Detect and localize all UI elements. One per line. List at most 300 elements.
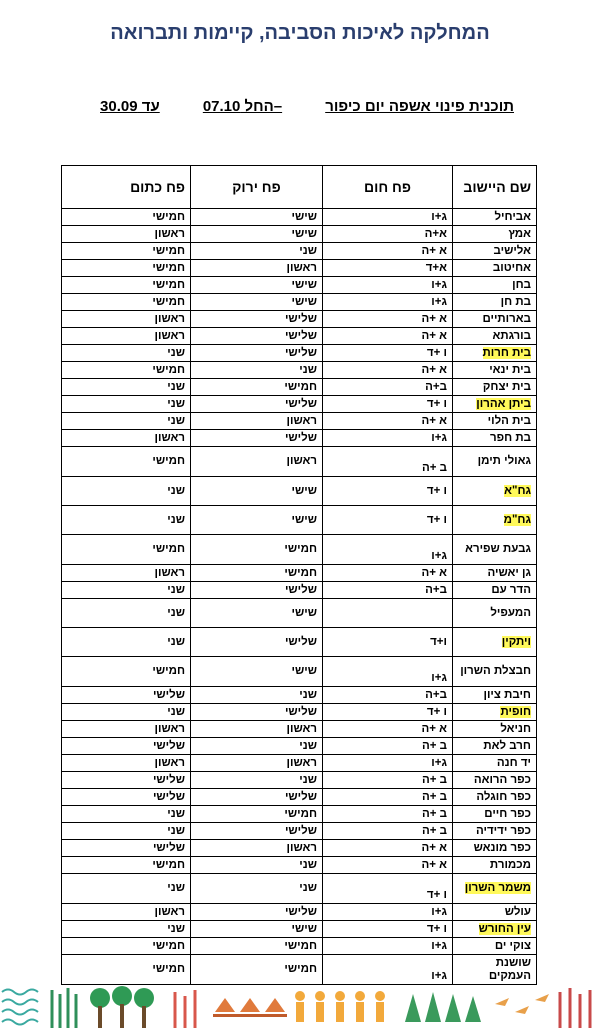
settlement-name-cell-text: עולש xyxy=(504,905,531,918)
settlement-name-cell xyxy=(453,396,537,413)
settlement-name-cell xyxy=(453,506,537,535)
green-bin-cell xyxy=(191,704,323,721)
orange-bin-cell xyxy=(62,628,191,657)
orange-bin-cell-text: ראשון xyxy=(154,905,185,918)
table-row xyxy=(62,938,537,955)
orange-bin-cell xyxy=(62,704,191,721)
green-bin-cell-text: שישי xyxy=(291,210,317,223)
brown-bin-cell-text: ג+ו xyxy=(431,431,447,444)
brown-bin-cell xyxy=(323,535,453,565)
orange-bin-cell xyxy=(62,755,191,772)
green-bin-cell xyxy=(191,657,323,687)
settlement-name-cell xyxy=(453,687,537,704)
green-bin-cell xyxy=(191,687,323,704)
orange-bin-cell xyxy=(62,260,191,277)
brown-bin-cell-text: ב +ה xyxy=(421,824,447,837)
orange-bin-cell xyxy=(62,789,191,806)
orange-bin-cell-text: חמישי xyxy=(152,858,185,871)
table-row xyxy=(62,857,537,874)
table-row xyxy=(62,565,537,582)
green-bin-cell xyxy=(191,955,323,985)
orange-bin-cell xyxy=(62,840,191,857)
green-bin-cell xyxy=(191,840,323,857)
brown-bin-cell xyxy=(323,413,453,430)
settlement-name-cell-text: אביחיל xyxy=(494,210,531,223)
green-bin-cell xyxy=(191,721,323,738)
settlement-name-cell-text: חיבת ציון xyxy=(483,688,531,701)
green-bin-cell-text: שישי xyxy=(291,278,317,291)
table-header-row xyxy=(62,166,537,209)
settlement-name-cell xyxy=(453,582,537,599)
brown-bin-cell xyxy=(323,657,453,687)
orange-bin-cell-text: ראשון xyxy=(154,312,185,325)
orange-bin-cell xyxy=(62,328,191,345)
settlement-name-cell-text: בורגתא xyxy=(492,329,531,342)
settlement-name-cell-text: בית הלוי xyxy=(487,414,531,427)
brown-bin-cell-text: ו +ד xyxy=(426,889,447,901)
green-bin-cell-text: שישי xyxy=(291,484,317,497)
table-row xyxy=(62,687,537,704)
settlement-name-cell-text: משמר השרון xyxy=(464,882,531,894)
brown-bin-cell-text: ב +ה xyxy=(421,773,447,786)
brown-bin-cell xyxy=(323,209,453,226)
table-row xyxy=(62,311,537,328)
settlement-name-cell xyxy=(453,840,537,857)
green-bin-cell xyxy=(191,506,323,535)
table-row xyxy=(62,294,537,311)
settlement-name-cell-text: הדר עם xyxy=(491,583,531,596)
settlement-name-cell xyxy=(453,789,537,806)
green-bin-cell xyxy=(191,413,323,430)
orange-bin-cell xyxy=(62,687,191,704)
brown-bin-cell xyxy=(323,565,453,582)
orange-bin-cell-text: חמישי xyxy=(152,244,185,257)
header-settlement-name: שם היישוב xyxy=(453,166,537,209)
brown-bin-cell xyxy=(323,362,453,379)
orange-bin-cell xyxy=(62,362,191,379)
brown-bin-cell xyxy=(323,447,453,477)
orange-bin-cell-text: שני xyxy=(167,705,185,718)
table-row xyxy=(62,396,537,413)
brown-bin-cell xyxy=(323,840,453,857)
brown-bin-cell-text: ג+ו xyxy=(431,756,447,769)
department-title: המחלקה לאיכות הסביבה, קיימות ותברואה xyxy=(110,22,490,44)
orange-bin-cell xyxy=(62,599,191,628)
orange-bin-cell xyxy=(62,506,191,535)
orange-bin-cell-text: שני xyxy=(167,882,185,894)
brown-bin-cell xyxy=(323,311,453,328)
brown-bin-cell-text: א +ה xyxy=(421,414,447,427)
table-row xyxy=(62,362,537,379)
orange-bin-cell-text: שני xyxy=(167,807,185,820)
trees-icon xyxy=(90,986,154,1028)
orange-bin-cell xyxy=(62,477,191,506)
brown-bin-cell xyxy=(323,904,453,921)
settlement-name-cell xyxy=(453,477,537,506)
green-bin-cell xyxy=(191,857,323,874)
orange-bin-cell-text: חמישי xyxy=(152,363,185,376)
green-bin-cell xyxy=(191,345,323,362)
brown-bin-cell xyxy=(323,628,453,657)
green-bin-cell-text: שלישי xyxy=(284,635,317,648)
table-row xyxy=(62,379,537,396)
settlement-name-cell xyxy=(453,704,537,721)
green-bin-cell xyxy=(191,328,323,345)
green-bin-cell-text: שני xyxy=(299,739,317,752)
settlement-name-cell xyxy=(453,209,537,226)
settlement-name-cell-text: חופית xyxy=(500,705,531,718)
green-bin-cell-text: שני xyxy=(299,858,317,871)
settlement-name-cell-text: חרב לאת xyxy=(483,739,531,752)
orange-bin-cell-text: ראשון xyxy=(154,227,185,240)
plan-title-main: תוכנית פינוי אשפה יום כיפור xyxy=(325,98,514,115)
settlement-name-cell-text: חבצלת השרון xyxy=(460,665,531,677)
orange-bin-cell-text: חמישי xyxy=(152,963,185,975)
orange-bin-cell xyxy=(62,657,191,687)
orange-bin-cell-text: ראשון xyxy=(154,756,185,769)
settlement-name-cell-text: כפר ידידיה xyxy=(475,824,531,837)
orange-bin-cell xyxy=(62,955,191,985)
orange-bin-cell-text: שני xyxy=(167,380,185,393)
orange-bin-cell xyxy=(62,938,191,955)
orange-bin-cell-text: שלישי xyxy=(152,790,185,803)
settlement-name-cell-text: כפר הרואה xyxy=(473,773,531,786)
orange-bin-cell-text: שני xyxy=(167,414,185,427)
orange-bin-cell-text: חמישי xyxy=(152,665,185,677)
table-row xyxy=(62,599,537,628)
settlement-name-cell-text: בית ינאי xyxy=(489,363,531,376)
orange-bin-cell-text: ראשון xyxy=(154,566,185,579)
green-bin-cell xyxy=(191,921,323,938)
orange-bin-cell xyxy=(62,565,191,582)
settlement-name-cell-text: עין החורש xyxy=(478,922,531,935)
green-bin-cell-text: חמישי xyxy=(284,939,317,952)
decorative-footer-illustration xyxy=(0,982,600,1031)
table-row xyxy=(62,430,537,447)
table-row xyxy=(62,704,537,721)
brown-bin-cell-text: ב+ה xyxy=(425,380,447,393)
orange-bin-cell-text: שלישי xyxy=(152,688,185,701)
brown-bin-cell-text: א +ה xyxy=(421,244,447,257)
green-bin-cell-text: שישי xyxy=(291,513,317,526)
orange-bin-cell xyxy=(62,904,191,921)
brown-bin-cell xyxy=(323,328,453,345)
reeds-icon xyxy=(52,988,76,1028)
table-row xyxy=(62,226,537,243)
grass-icon xyxy=(560,988,590,1028)
green-bin-cell-text: שני xyxy=(299,363,317,376)
settlement-name-cell xyxy=(453,857,537,874)
green-bin-cell xyxy=(191,565,323,582)
green-bin-cell xyxy=(191,599,323,628)
green-bin-cell-text: שלישי xyxy=(284,312,317,325)
brown-bin-cell-text: ג+ו xyxy=(431,550,447,562)
green-bin-cell xyxy=(191,379,323,396)
orange-bin-cell xyxy=(62,823,191,840)
header-orange-bin: פח כתום xyxy=(62,166,191,209)
settlement-name-cell xyxy=(453,755,537,772)
brown-bin-cell-text: א +ה xyxy=(421,722,447,735)
orange-bin-cell-text: שלישי xyxy=(152,841,185,854)
green-bin-cell-text: שני xyxy=(299,244,317,257)
brown-bin-cell xyxy=(323,379,453,396)
orange-bin-cell xyxy=(62,874,191,904)
brown-bin-cell xyxy=(323,955,453,985)
plan-title xyxy=(100,98,514,115)
brown-bin-cell xyxy=(323,789,453,806)
orange-bin-cell-text: ראשון xyxy=(154,722,185,735)
forest-icon xyxy=(405,992,481,1022)
settlement-name-cell xyxy=(453,938,537,955)
orange-bin-cell-text: שני xyxy=(167,484,185,497)
green-bin-cell-text: שני xyxy=(299,688,317,701)
green-bin-cell-text: שלישי xyxy=(284,431,317,444)
table-row xyxy=(62,755,537,772)
orange-bin-cell xyxy=(62,721,191,738)
brown-bin-cell-text: א +ה xyxy=(421,312,447,325)
table-row xyxy=(62,582,537,599)
brown-bin-cell xyxy=(323,582,453,599)
orange-bin-cell-text: שני xyxy=(167,346,185,359)
settlement-name-cell xyxy=(453,721,537,738)
brown-bin-cell xyxy=(323,738,453,755)
table-row xyxy=(62,628,537,657)
orange-bin-cell xyxy=(62,430,191,447)
settlement-name-cell-text: מכמורת xyxy=(489,858,531,871)
settlement-name-cell-text: יד חנה xyxy=(496,756,531,769)
orange-bin-cell xyxy=(62,535,191,565)
settlement-name-cell-text: בת חן xyxy=(500,295,531,308)
brown-bin-cell-text: ב +ה xyxy=(421,739,447,752)
settlement-name-cell-text: גח"מ xyxy=(503,513,531,526)
green-bin-cell xyxy=(191,430,323,447)
table-row xyxy=(62,921,537,938)
brown-bin-cell xyxy=(323,721,453,738)
green-bin-cell xyxy=(191,294,323,311)
orange-bin-cell xyxy=(62,396,191,413)
settlement-name-cell-text: אלישיב xyxy=(493,244,531,257)
plan-title-end: עד 30.09 xyxy=(100,98,160,115)
settlement-name-cell xyxy=(453,806,537,823)
settlement-name-cell xyxy=(453,565,537,582)
brown-bin-cell-text: ג+ו xyxy=(431,939,447,952)
orange-bin-cell-text: חמישי xyxy=(152,455,185,467)
table-row xyxy=(62,506,537,535)
table-row xyxy=(62,721,537,738)
brown-bin-cell-text: ב+ה xyxy=(425,688,447,701)
settlement-name-cell xyxy=(453,362,537,379)
brown-bin-cell-text: ו +ד xyxy=(426,484,447,497)
brown-bin-cell-text: ב +ה xyxy=(421,462,447,474)
settlement-name-cell-text: צוקי ים xyxy=(494,939,531,952)
brown-bin-cell-text: ו +ד xyxy=(426,346,447,359)
brown-bin-cell-text: ב +ה xyxy=(421,790,447,803)
green-bin-cell xyxy=(191,806,323,823)
orange-bin-cell-text: שני xyxy=(167,397,185,410)
green-bin-cell xyxy=(191,209,323,226)
green-bin-cell xyxy=(191,277,323,294)
green-bin-cell-text: שישי xyxy=(291,922,317,935)
schedule-table xyxy=(61,165,537,985)
orange-bin-cell xyxy=(62,226,191,243)
orange-bin-cell-text: חמישי xyxy=(152,939,185,952)
brown-bin-cell-text: ג+ו xyxy=(431,672,447,684)
settlement-name-cell-text: שושנת העמקים xyxy=(488,956,531,982)
settlement-name-cell-text: גבעת שפירא xyxy=(465,543,531,555)
orange-bin-cell xyxy=(62,447,191,477)
brown-bin-cell xyxy=(323,294,453,311)
brown-bin-cell-text: ו+ד xyxy=(430,635,447,648)
brown-bin-cell xyxy=(323,260,453,277)
green-bin-cell xyxy=(191,789,323,806)
green-bin-cell xyxy=(191,535,323,565)
settlement-name-cell xyxy=(453,904,537,921)
plants-icon xyxy=(175,990,195,1028)
brown-bin-cell-text: ב+ה xyxy=(425,583,447,596)
brown-bin-cell-text: א +ה xyxy=(421,329,447,342)
brown-bin-cell-text: א+ד xyxy=(425,261,447,274)
table-row xyxy=(62,789,537,806)
brown-bin-cell xyxy=(323,704,453,721)
orange-bin-cell-text: חמישי xyxy=(152,210,185,223)
settlement-name-cell xyxy=(453,226,537,243)
green-bin-cell xyxy=(191,628,323,657)
green-bin-cell-text: שישי xyxy=(291,295,317,308)
table-row xyxy=(62,904,537,921)
settlement-name-cell xyxy=(453,657,537,687)
green-bin-cell xyxy=(191,755,323,772)
green-bin-cell xyxy=(191,738,323,755)
table-row xyxy=(62,806,537,823)
orange-bin-cell-text: שלישי xyxy=(152,739,185,752)
settlement-name-cell xyxy=(453,243,537,260)
brown-bin-cell xyxy=(323,806,453,823)
table-row xyxy=(62,477,537,506)
settlement-name-cell xyxy=(453,921,537,938)
green-bin-cell-text: חמישי xyxy=(284,380,317,393)
brown-bin-cell xyxy=(323,755,453,772)
brown-bin-cell xyxy=(323,226,453,243)
brown-bin-cell xyxy=(323,506,453,535)
table-row xyxy=(62,345,537,362)
table-row xyxy=(62,209,537,226)
green-bin-cell-text: שלישי xyxy=(284,397,317,410)
settlement-name-cell xyxy=(453,379,537,396)
table-row xyxy=(62,260,537,277)
table-row xyxy=(62,277,537,294)
orange-bin-cell xyxy=(62,921,191,938)
brown-bin-cell xyxy=(323,772,453,789)
orange-bin-cell-text: שני xyxy=(167,583,185,596)
settlement-name-cell-text: בית חרות xyxy=(482,346,531,359)
brown-bin-cell xyxy=(323,874,453,904)
settlement-name-cell-text: ביתן אהרון xyxy=(476,397,531,410)
green-bin-cell xyxy=(191,823,323,840)
green-bin-cell-text: חמישי xyxy=(284,963,317,975)
green-bin-cell-text: ראשון xyxy=(286,756,317,769)
brown-bin-cell xyxy=(323,823,453,840)
brown-bin-cell xyxy=(323,857,453,874)
brown-bin-cell xyxy=(323,687,453,704)
orange-bin-cell xyxy=(62,806,191,823)
settlement-name-cell xyxy=(453,874,537,904)
header-brown-bin: פח חום xyxy=(323,166,453,209)
green-bin-cell-text: שישי xyxy=(291,606,317,619)
brown-bin-cell-text: א +ה xyxy=(421,363,447,376)
green-bin-cell-text: שלישי xyxy=(284,329,317,342)
orange-bin-cell-text: חמישי xyxy=(152,543,185,555)
table-row xyxy=(62,243,537,260)
table-row xyxy=(62,413,537,430)
green-bin-cell-text: שלישי xyxy=(284,705,317,718)
orange-bin-cell xyxy=(62,413,191,430)
table-row xyxy=(62,874,537,904)
brown-bin-cell-text: ג+ו xyxy=(431,278,447,291)
settlement-name-cell-text: כפר מונאש xyxy=(473,841,531,854)
brown-bin-cell-text: ו +ד xyxy=(426,922,447,935)
green-bin-cell-text: ראשון xyxy=(286,722,317,735)
green-bin-cell xyxy=(191,226,323,243)
green-bin-cell xyxy=(191,772,323,789)
settlement-name-cell xyxy=(453,277,537,294)
settlement-name-cell-text: אמץ xyxy=(508,227,531,240)
orange-bin-cell-text: שני xyxy=(167,606,185,619)
orange-bin-cell xyxy=(62,294,191,311)
settlement-name-cell xyxy=(453,823,537,840)
settlement-name-cell-text: ויתקין xyxy=(501,635,531,648)
brown-bin-cell-text: ג+ו xyxy=(431,905,447,918)
orange-bin-cell-text: חמישי xyxy=(152,295,185,308)
table-row xyxy=(62,328,537,345)
green-bin-cell xyxy=(191,447,323,477)
brown-bin-cell-text: ו +ד xyxy=(426,513,447,526)
green-bin-cell-text: ראשון xyxy=(286,261,317,274)
settlement-name-cell xyxy=(453,345,537,362)
brown-bin-cell xyxy=(323,599,453,628)
settlement-name-cell xyxy=(453,328,537,345)
settlement-name-cell-text: המעפיל xyxy=(490,606,531,619)
settlement-name-cell xyxy=(453,260,537,277)
settlement-name-cell-text: חניאל xyxy=(500,722,531,735)
brown-bin-cell xyxy=(323,345,453,362)
brown-bin-cell-text: א+ה xyxy=(424,227,447,240)
green-bin-cell xyxy=(191,582,323,599)
settlement-name-cell-text: גח"א xyxy=(504,484,531,497)
green-bin-cell xyxy=(191,311,323,328)
green-bin-cell-text: חמישי xyxy=(284,566,317,579)
brown-bin-cell-text: ו +ד xyxy=(426,705,447,718)
settlement-name-cell-text: כפר חוגלה xyxy=(476,790,531,803)
settlement-name-cell xyxy=(453,955,537,985)
orange-bin-cell-text: חמישי xyxy=(152,278,185,291)
orange-bin-cell-text: שני xyxy=(167,824,185,837)
brown-bin-cell xyxy=(323,921,453,938)
green-bin-cell xyxy=(191,904,323,921)
orange-bin-cell xyxy=(62,582,191,599)
people-icon xyxy=(295,991,385,1022)
settlement-name-cell xyxy=(453,738,537,755)
green-bin-cell xyxy=(191,260,323,277)
orange-bin-cell xyxy=(62,345,191,362)
settlement-name-cell-text: אחיטוב xyxy=(492,261,531,274)
settlement-name-cell xyxy=(453,294,537,311)
green-bin-cell-text: שני xyxy=(299,882,317,894)
green-bin-cell-text: שלישי xyxy=(284,824,317,837)
orange-bin-cell-text: שני xyxy=(167,635,185,648)
brown-bin-cell xyxy=(323,277,453,294)
settlement-name-cell-text: גאולי תימן xyxy=(477,455,531,467)
green-bin-cell-text: חמישי xyxy=(284,543,317,555)
